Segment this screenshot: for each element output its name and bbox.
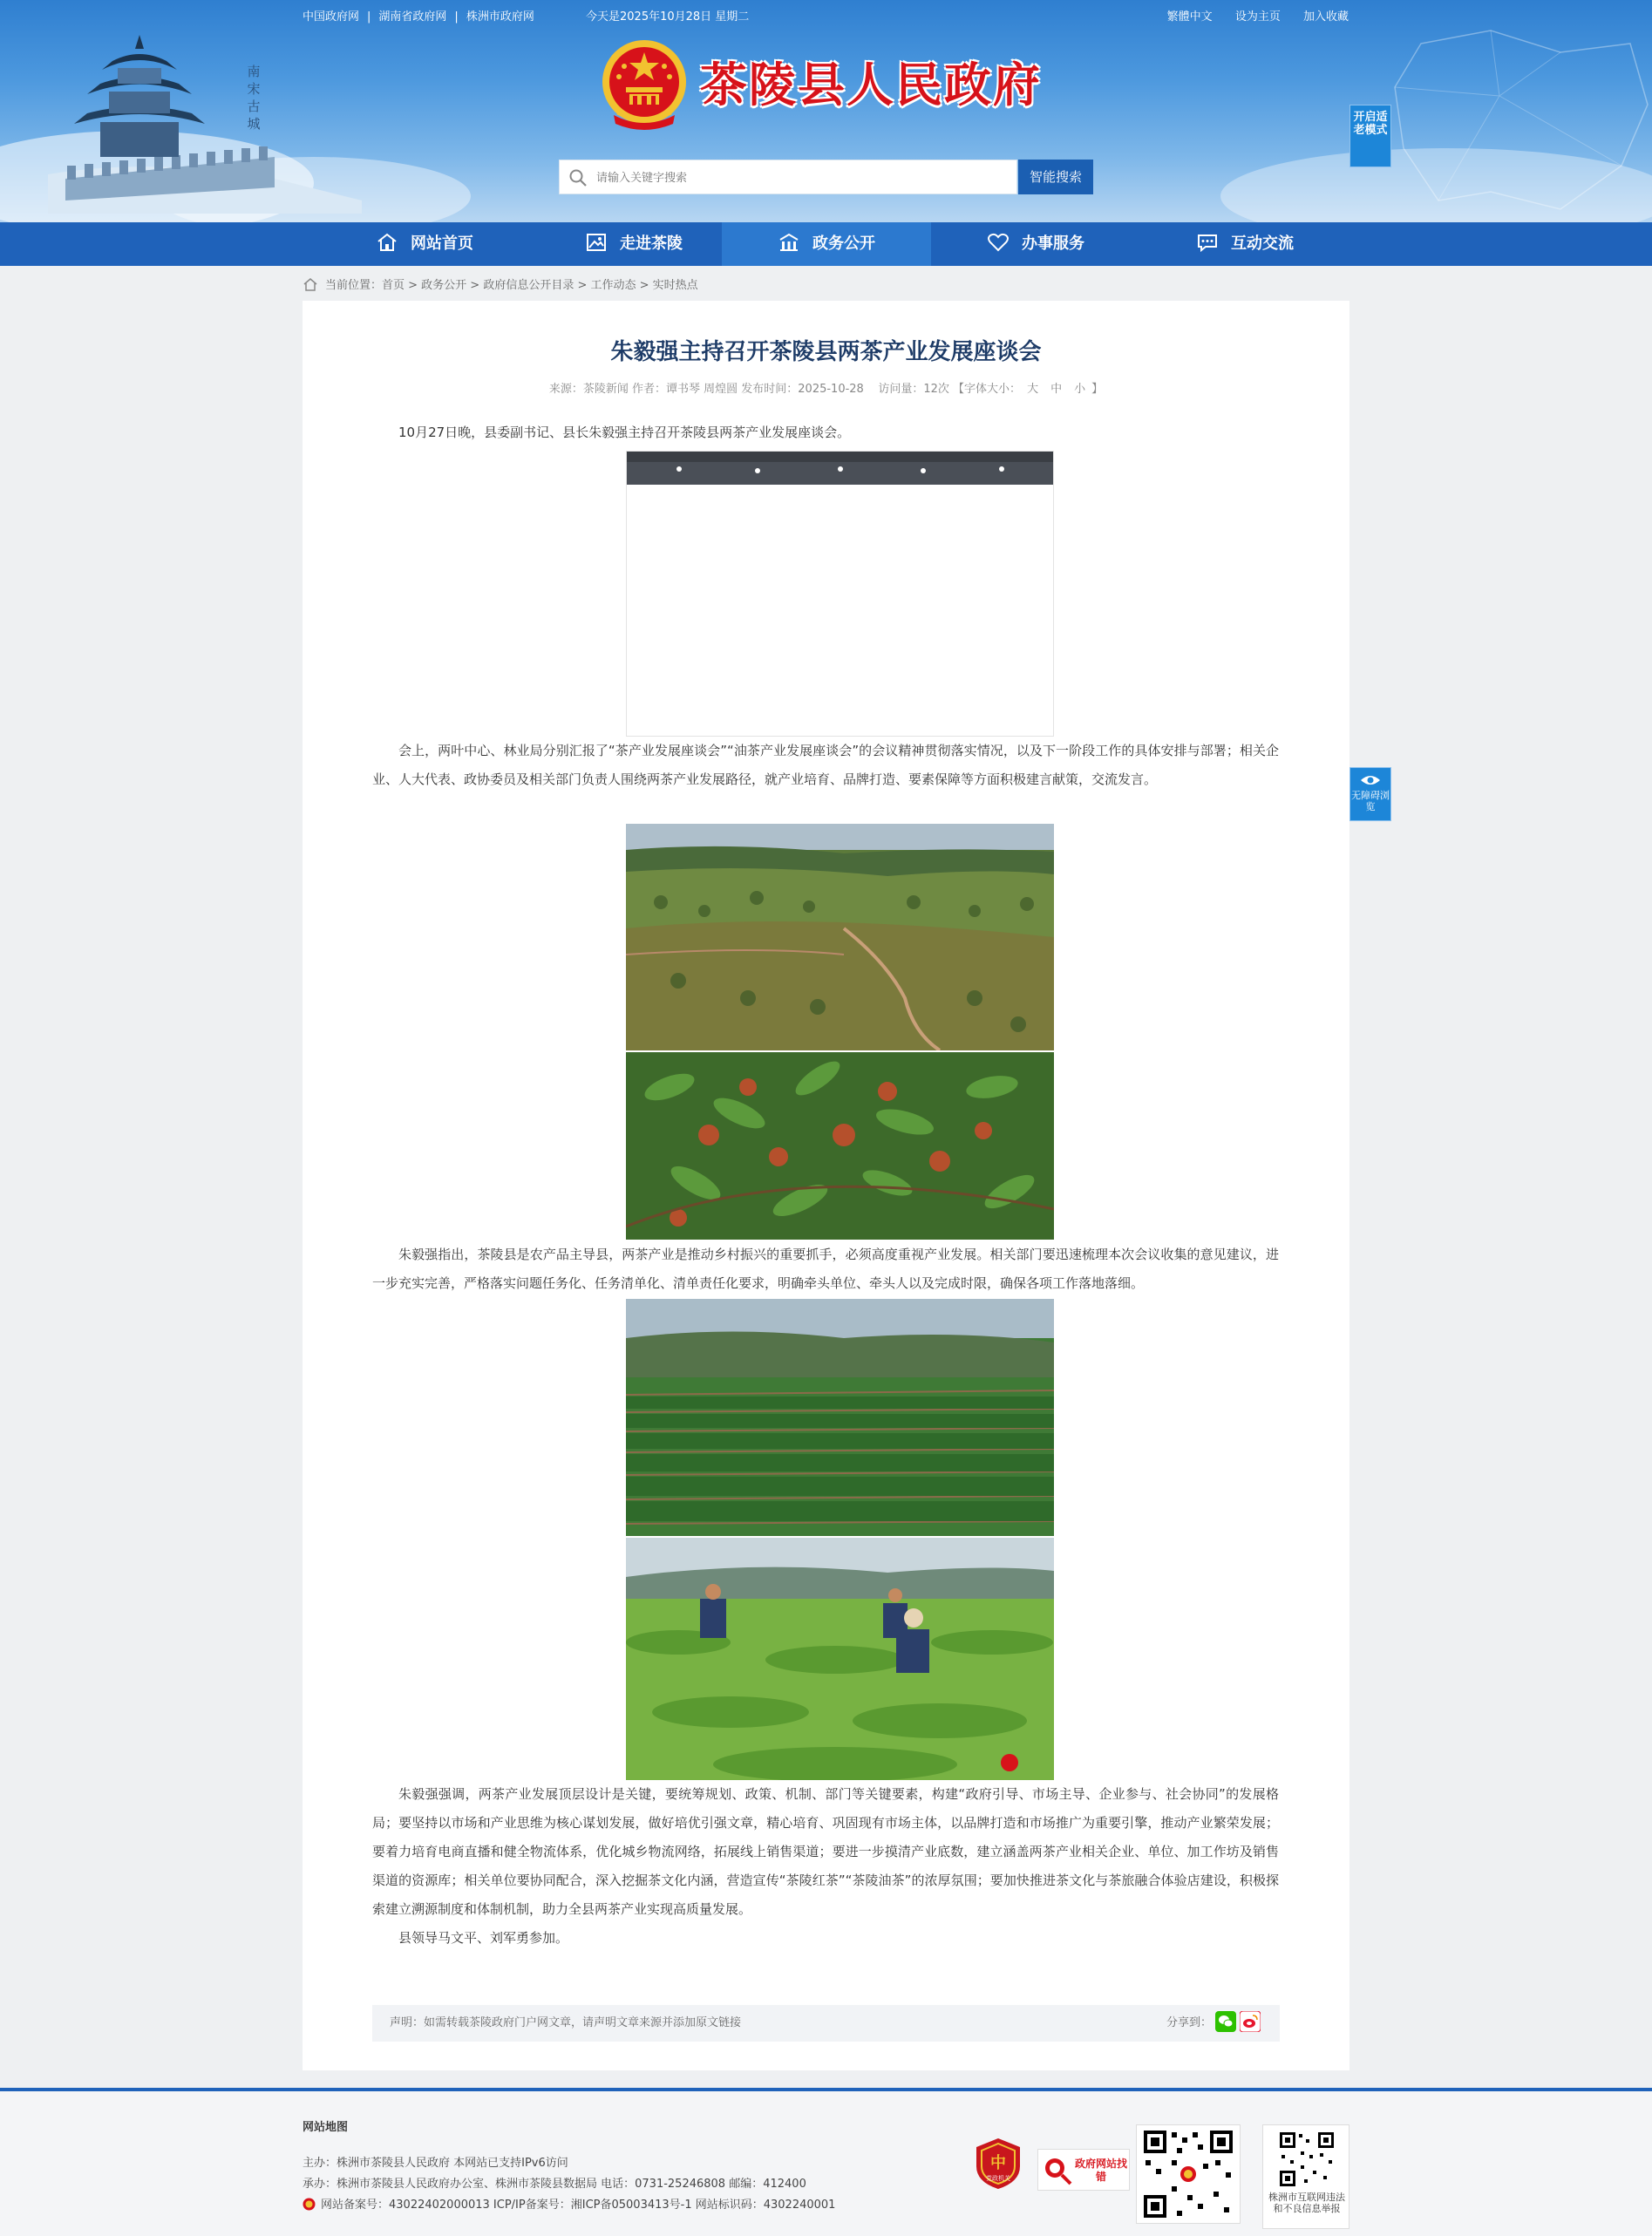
declaration-text: 声明：如需转载茶陵政府门户网文章，请声明文章来源并添加原文链接	[390, 2016, 742, 2029]
separator: |	[367, 10, 371, 24]
qr-code-image	[1278, 2131, 1336, 2188]
share-bar	[1166, 2005, 1261, 2042]
footer-records	[303, 2195, 835, 2212]
nav-interaction[interactable]	[1140, 222, 1349, 266]
font-size-close: 】	[1091, 383, 1104, 396]
error-report-badge[interactable]	[1037, 2149, 1130, 2191]
footer-organizer: 承办：株洲市茶陵县人民政府办公室、株洲市茶陵县数据局 电话：0731-25246808 邮编：412400	[303, 2178, 806, 2191]
tea-pickers-image	[626, 1538, 1054, 1780]
smart-search-button[interactable]: 智能搜索	[1018, 160, 1093, 194]
accessibility-button[interactable]	[1349, 767, 1391, 821]
article-paragraph: 县领导马文平、刘军勇参加。	[398, 1930, 569, 1946]
ancient-tower-illustration	[48, 26, 362, 214]
home-icon	[376, 232, 398, 253]
font-size-small[interactable]: 小	[1074, 383, 1086, 396]
weibo-icon[interactable]	[1240, 2011, 1261, 2032]
nav-interaction-label: 互动交流	[1231, 234, 1294, 253]
oil-tea-hills-image	[626, 824, 1054, 1050]
breadcrumb-path[interactable]: 首页 > 政务公开 > 政府信息公开目录 > 工作动态 > 实时热点	[382, 279, 698, 292]
site-title: 茶陵县人民政府	[700, 57, 1042, 112]
nav-about[interactable]	[529, 222, 738, 266]
report-qr-code	[1262, 2124, 1349, 2229]
article-title: 朱毅强主持召开茶陵县两茶产业发展座谈会	[610, 339, 1042, 365]
article-paragraph: 会上，两叶中心、林业局分别汇报了“茶产业发展座谈会”“油茶产业发展座谈会”的会议精神贯彻落实情况，以及下一阶段工作的具体安排与部署；相关企业、人大代表、政协委员及相关部门负责人围绕两茶产业发展路径，就产业培育、品牌打造、要素保障等方面积极建言献策，交流发言。	[372, 743, 1279, 787]
footer-host: 主办：株洲市茶陵县人民政府 本网站已支持IPv6访问	[303, 2157, 568, 2170]
slogan-vertical-text: 南宋古城	[247, 64, 261, 132]
top-links	[303, 7, 534, 24]
main-nav	[0, 222, 1652, 266]
set-home-link[interactable]: 设为主页	[1234, 10, 1281, 24]
bookmark-link[interactable]: 加入收藏	[1302, 10, 1349, 24]
meeting-room-ceiling	[627, 452, 1054, 485]
site-header	[0, 0, 1652, 222]
error-report-label: 政府网站找错	[1075, 2158, 1128, 2183]
wechat-qr-code	[1136, 2124, 1241, 2224]
search-input[interactable]	[596, 167, 1006, 189]
meeting-room-photo	[626, 451, 1054, 737]
search-icon	[568, 168, 588, 187]
font-size-label: 【字体大小：	[953, 383, 1022, 396]
current-date: 今天是2025年10月28日 星期二	[586, 10, 750, 24]
building-icon	[778, 232, 800, 253]
breadcrumb	[303, 275, 698, 293]
party-gov-badge-icon[interactable]	[975, 2137, 1022, 2191]
police-badge-icon	[303, 2198, 316, 2211]
image-icon	[585, 232, 608, 253]
font-size-large[interactable]: 大	[1027, 383, 1039, 396]
national-emblem-icon	[598, 37, 690, 133]
tea-pickers-photo	[626, 1538, 1054, 1780]
report-qr-caption: 株洲市互联网违法和不良信息举报	[1268, 2192, 1345, 2214]
camellia-fruit-image	[626, 1052, 1054, 1240]
site-footer	[0, 2088, 1652, 2236]
chat-icon	[1196, 232, 1219, 253]
nav-about-label: 走进茶陵	[620, 234, 683, 253]
heart-icon	[987, 232, 1010, 253]
top-bar	[303, 7, 1349, 26]
share-label: 分享到：	[1166, 2016, 1212, 2029]
separator: |	[454, 10, 459, 24]
sitemap-link[interactable]: 网站地图	[303, 2121, 349, 2134]
eye-icon	[1360, 773, 1381, 787]
elder-mode-button[interactable]: 开启适老模式	[1349, 105, 1391, 167]
top-actions	[1148, 7, 1349, 24]
article-paragraph: 朱毅强指出，茶陵县是农产品主导县，两茶产业是推动乡村振兴的重要抓手，必须高度重视产业发展。相关部门要迅速梳理本次会议收集的意见建议，进一步充实完善，严格落实问题任务化、任务清单化、清单责任化要求，明确牵头单位、牵头人以及完成时限，确保各项工作落地落细。	[372, 1247, 1279, 1291]
nav-gov-affairs-label: 政务公开	[812, 234, 875, 253]
copyright-declaration	[372, 2005, 1280, 2042]
accessibility-label: 无障碍浏览	[1351, 790, 1390, 812]
link-hunan-gov[interactable]: 湖南省政府网	[378, 10, 447, 24]
wechat-icon[interactable]	[1215, 2011, 1236, 2032]
breadcrumb-prefix: 当前位置：	[325, 279, 383, 292]
qr-code-image	[1137, 2125, 1240, 2223]
home-icon	[303, 277, 318, 291]
nav-home[interactable]	[320, 222, 529, 266]
article-paragraph: 10月27日晚，县委副书记、县长朱毅强主持召开茶陵县两茶产业发展座谈会。	[398, 425, 851, 440]
font-size-medium[interactable]: 中	[1050, 383, 1063, 396]
nav-services-label: 办事服务	[1022, 234, 1084, 253]
link-zhuzhou-gov[interactable]: 株洲市政府网	[466, 10, 534, 24]
record-numbers[interactable]: 网站备案号：43022402000013 ICP/IP备案号：湘ICP备05003413号-1 网站标识码：4302240001	[321, 2199, 836, 2212]
svg-text:党政机关: 党政机关	[986, 2175, 1010, 2182]
oil-tea-hills-photo	[626, 824, 1054, 1050]
magnifier-icon	[1042, 2155, 1073, 2186]
article-source-info: 来源：茶陵新闻 作者：谭书琴 周煌圆 发布时间：2025-10-28 访问量：12次	[548, 383, 949, 396]
nav-services[interactable]	[931, 222, 1140, 266]
article-meta	[303, 379, 1349, 396]
search-bar	[559, 160, 1017, 194]
camellia-fruit-photo	[626, 1052, 1054, 1240]
tea-garden-terraces-photo	[626, 1299, 1054, 1536]
nav-gov-affairs[interactable]	[722, 222, 931, 266]
article-paragraph: 朱毅强强调，两茶产业发展顶层设计是关键，要统筹规划、政策、机制、部门等关键要素，构建“政府引导、市场主导、企业参与、社会协同”的发展格局；要坚持以市场和产业思维为核心谋划发展，做好培优引强文章，精心培育、巩固现有市场主体，以品牌打造和市场推广为重要引擎，推动产业繁荣发展；要着力培育电商直播和健全物流体系，优化城乡物流网络，拓展线上销售渠道；要进一步摸清产业底数，建立涵盖两茶产业相关企业、单位、加工作坊及销售渠道的资源库；相关单位要协同配合，深入挖掘茶文化内涵，营造宣传“茶陵红茶”“茶陵油茶”的浓厚氛围；要加快推进茶文化与茶旅融合体验店建设，积极探索建立溯源制度和体制机制，助力全县两茶产业实现高质量发展。	[372, 1786, 1279, 1917]
font-size-switcher	[953, 383, 1103, 396]
article-panel	[303, 301, 1349, 2070]
county-map-decoration	[1386, 26, 1652, 218]
nav-home-label: 网站首页	[411, 234, 473, 253]
traditional-chinese-link[interactable]: 繁體中文	[1166, 10, 1213, 24]
svg-text:中: 中	[990, 2154, 1006, 2172]
tea-garden-terraces-image	[626, 1299, 1054, 1536]
link-central-gov[interactable]: 中国政府网	[303, 10, 360, 24]
